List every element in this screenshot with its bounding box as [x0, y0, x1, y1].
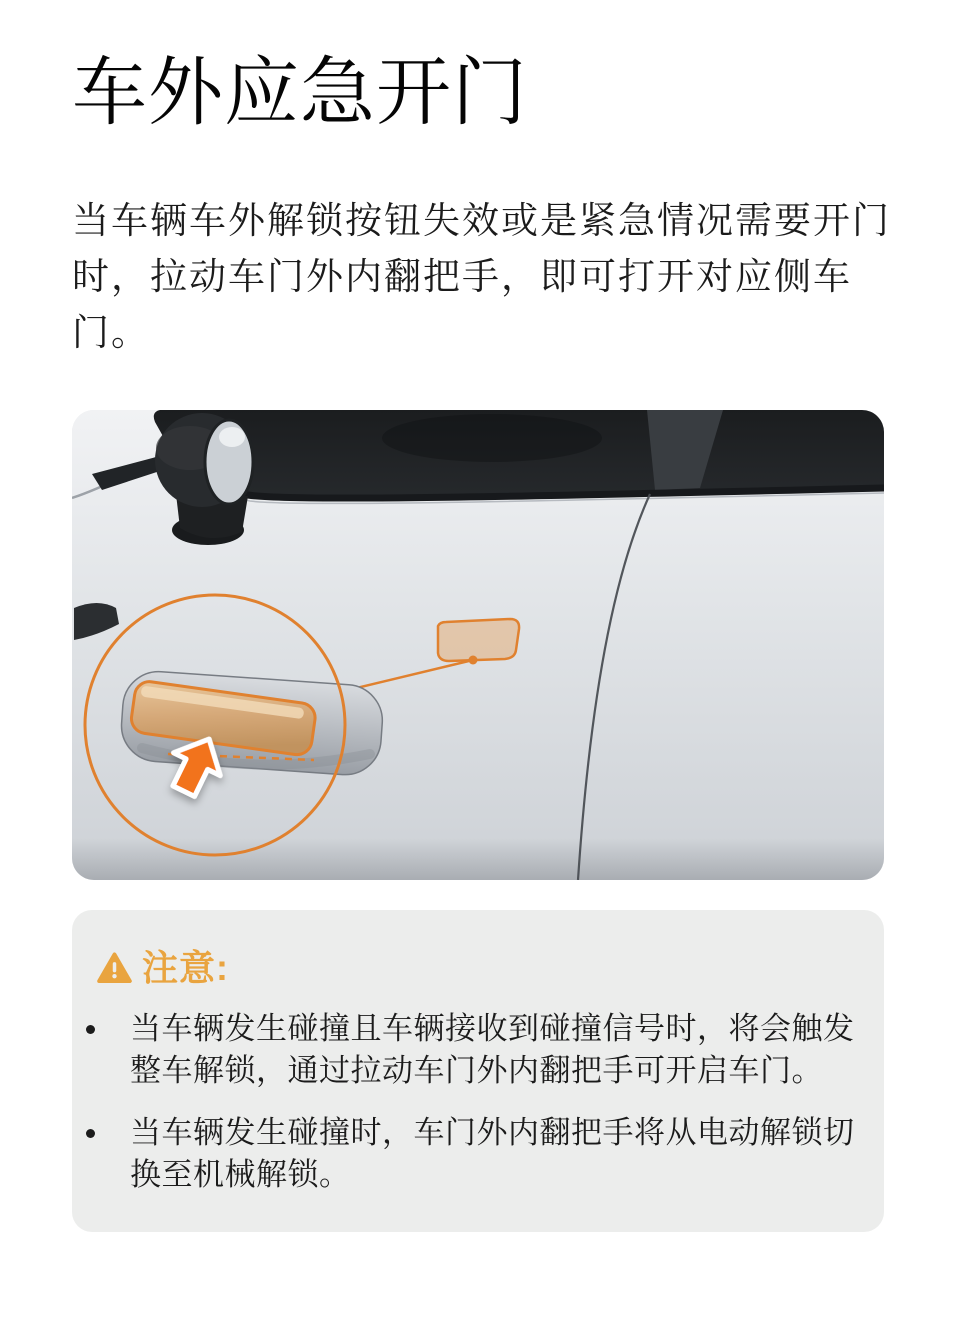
- intro-paragraph: 当车辆车外解锁按钮失效或是紧急情况需要开门时，拉动车门外内翻把手，即可打开对应侧车门。: [72, 200, 891, 353]
- bullet-dot: [86, 1129, 95, 1138]
- door-handle-figure: [72, 410, 884, 880]
- note-item-text: 当车辆发生碰撞时，车门外内翻把手将从电动解锁切换至机械解锁。: [130, 1115, 855, 1192]
- note-label: 注意:: [142, 947, 229, 988]
- glass-reflection: [382, 414, 602, 462]
- note-list: [86, 1008, 864, 1196]
- page-title: 车外应急开门: [72, 50, 529, 134]
- note-item-text: 当车辆发生碰撞且车辆接收到碰撞信号时，将会触发整车解锁，通过拉动车门外内翻把手可开启车门。: [130, 1011, 855, 1088]
- door-handle-outline: [438, 619, 519, 661]
- bullet-dot: [86, 1025, 95, 1034]
- list-item: [86, 1008, 864, 1092]
- rocker-shadow: [72, 838, 884, 880]
- note-box: [72, 910, 884, 1232]
- note-header: [97, 947, 864, 988]
- warning-triangle-icon: [97, 952, 132, 984]
- list-item: [86, 1112, 864, 1196]
- car-illustration: [72, 410, 884, 880]
